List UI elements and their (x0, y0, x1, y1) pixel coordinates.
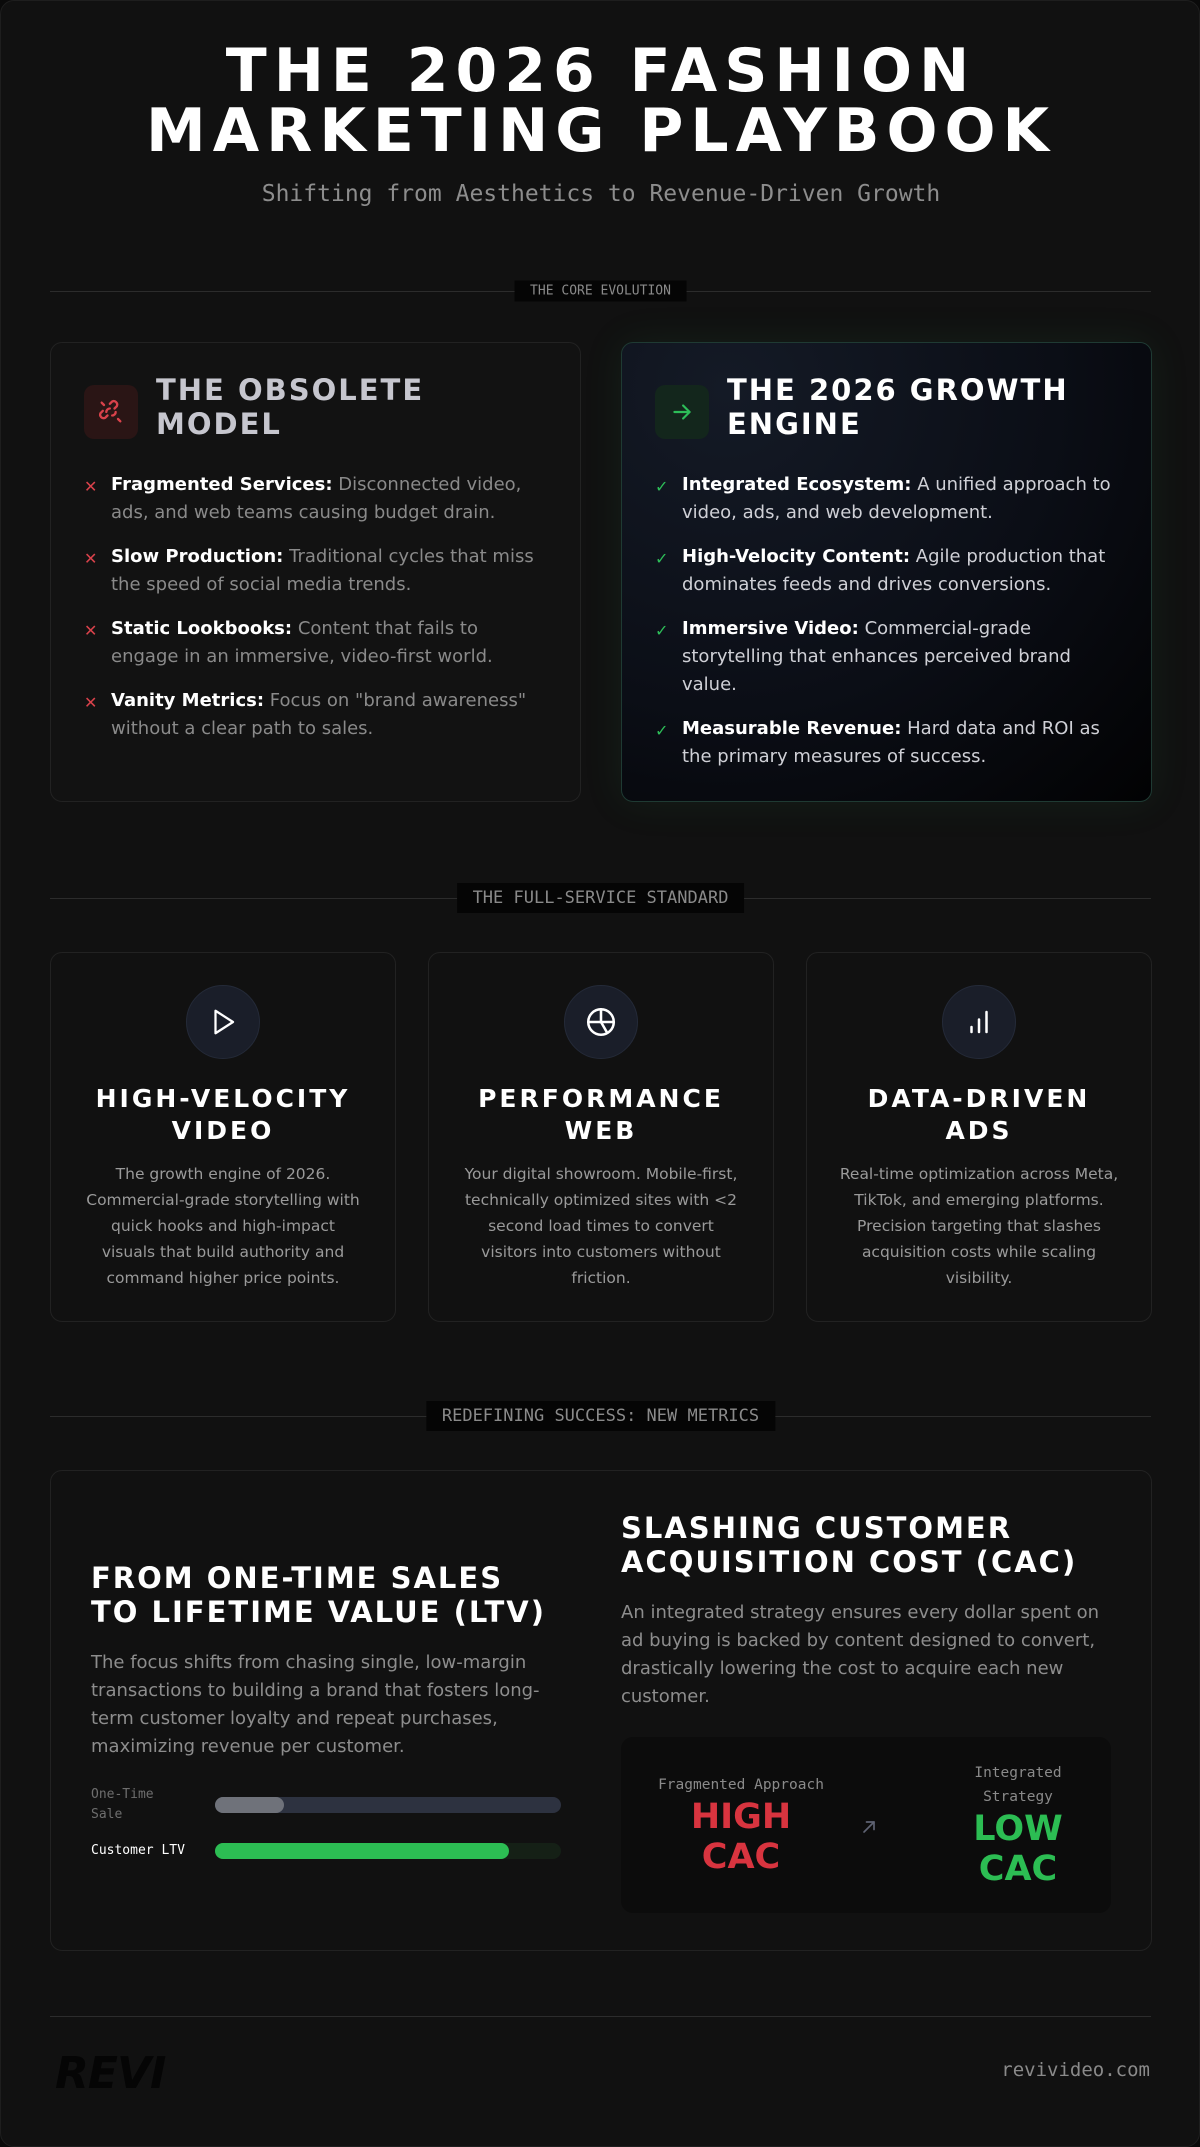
metrics-card (50, 1470, 1152, 1951)
cac-comparison (621, 1737, 1111, 1913)
logo-graphic (55, 2055, 230, 2091)
cac-left-value: HIGH CAC (690, 1797, 792, 1877)
cac-fragmented (641, 1737, 841, 1913)
item-text: Hard data and ROI as the primary measures of success. (682, 718, 1100, 767)
x-icon: ✕ (84, 549, 98, 568)
bar-fill-one-time (215, 1797, 284, 1813)
x-icon: ✕ (84, 621, 98, 640)
ltv-bars (91, 1785, 561, 1861)
service-text: Real-time optimization across Meta, TikTok, and emerging platforms. Precision targeting that slashes acquisition costs while scaling visibility. (839, 1165, 1119, 1287)
item-text: Commercial-grade storytelling that enhances perceived brand value. (682, 618, 1071, 695)
x-icon: ✕ (84, 477, 98, 496)
arrow-right-icon (655, 385, 709, 439)
list-item (84, 615, 550, 671)
cac-right-value: LOW CAC (973, 1809, 1063, 1889)
item-label: Measurable Revenue: (682, 718, 902, 739)
site-url[interactable]: revivideo.com (1001, 2059, 1150, 2081)
list-item (84, 687, 550, 743)
cac-right-label: Integrated Strategy (974, 1765, 1062, 1805)
item-label: Integrated Ecosystem: (682, 474, 912, 495)
check-icon: ✓ (655, 721, 669, 740)
section-divider-core-evolution (50, 283, 1151, 299)
service-card-video (50, 952, 396, 1322)
bar-chart-icon (942, 985, 1016, 1059)
hero-header (1, 36, 1200, 207)
section-label: REDEFINING SUCCESS: NEW METRICS (426, 1401, 775, 1431)
check-icon: ✓ (655, 549, 669, 568)
revi-logo (55, 2055, 230, 2095)
card-header (84, 373, 550, 441)
broken-link-icon (84, 385, 138, 439)
ltv-section (91, 1561, 561, 1877)
list-item (655, 715, 1121, 771)
service-title: PERFORMANCE WEB (478, 1084, 724, 1145)
ltv-body: The focus shifts from chasing single, low-margin transactions to building a brand that fosters long-term customer loyalty and repeat purchases, maximizing revenue per customer. (91, 1652, 540, 1757)
obsolete-title: THE OBSOLETE MODEL (156, 373, 425, 441)
page-subtitle: Shifting from Aesthetics to Revenue-Driven Growth (261, 181, 941, 207)
item-text: Traditional cycles that miss the speed of social media trends. (111, 546, 534, 595)
section-label: THE CORE EVOLUTION (514, 281, 687, 302)
play-icon (186, 985, 260, 1059)
service-card-web (428, 952, 774, 1322)
section-label: THE FULL-SERVICE STANDARD (457, 883, 745, 913)
page-title (1, 36, 1200, 166)
bar-label: One-Time Sale (91, 1787, 154, 1822)
ltv-title: FROM ONE-TIME SALES TO LIFETIME VALUE (LTV) (91, 1561, 546, 1629)
item-text: Focus on "brand awareness" without a clear path to sales. (111, 690, 527, 739)
obsolete-model-card (50, 342, 581, 802)
item-label: High-Velocity Content: (682, 546, 911, 567)
x-icon: ✕ (84, 693, 98, 712)
bar-row-ltv (91, 1841, 561, 1861)
logo-text: REVI (55, 2055, 166, 2091)
bar-label: Customer LTV (91, 1843, 185, 1858)
item-text: Content that fails to engage in an immersive, video-first world. (111, 618, 493, 667)
list-item (655, 471, 1121, 527)
cac-left-label: Fragmented Approach (658, 1777, 824, 1793)
cac-integrated (939, 1737, 1097, 1913)
obsolete-list (84, 471, 550, 759)
item-label: Vanity Metrics: (111, 690, 265, 711)
bar-track (215, 1843, 561, 1859)
item-label: Fragmented Services: (111, 474, 333, 495)
service-title: DATA-DRIVEN ADS (867, 1084, 1091, 1145)
item-text: Agile production that dominates feeds and drives conversions. (682, 546, 1106, 595)
arrow-up-right-icon (859, 1817, 879, 1841)
check-icon: ✓ (655, 477, 669, 496)
bar-track (215, 1797, 561, 1813)
service-card-ads (806, 952, 1152, 1322)
bar-row-one-time (91, 1785, 561, 1825)
service-title: HIGH-VELOCITY VIDEO (95, 1084, 351, 1145)
cac-body: An integrated strategy ensures every dollar spent on ad buying is backed by content designed to convert, drastically lowering the cost to acquire each new customer. (621, 1602, 1100, 1707)
page-title-text: THE 2026 FASHION MARKETING PLAYBOOK (145, 36, 1056, 166)
footer-divider (50, 2016, 1151, 2017)
pie-chart-icon (564, 985, 638, 1059)
growth-title: THE 2026 GROWTH ENGINE (727, 373, 1069, 441)
card-header (655, 373, 1121, 441)
item-label: Static Lookbooks: (111, 618, 293, 639)
service-text: The growth engine of 2026. Commercial-grade storytelling with quick hooks and high-impact visuals that build authority and command higher price points. (86, 1165, 360, 1287)
item-label: Immersive Video: (682, 618, 859, 639)
cac-title: SLASHING CUSTOMER ACQUISITION COST (CAC) (621, 1511, 1078, 1579)
list-item (84, 543, 550, 599)
growth-list (655, 471, 1121, 787)
item-text: Disconnected video, ads, and web teams causing budget drain. (111, 474, 522, 523)
bar-fill-ltv (215, 1843, 509, 1859)
item-text: A unified approach to video, ads, and web development. (682, 474, 1111, 523)
growth-engine-card (621, 342, 1152, 802)
list-item (655, 543, 1121, 599)
section-divider-new-metrics (50, 1406, 1151, 1426)
list-item (84, 471, 550, 527)
check-icon: ✓ (655, 621, 669, 640)
list-item (655, 615, 1121, 699)
section-divider-full-service (50, 888, 1151, 908)
service-text: Your digital showroom. Mobile-first, technically optimized sites with <2 second load times to convert visitors into customers without friction. (464, 1165, 738, 1287)
item-label: Slow Production: (111, 546, 284, 567)
cac-section (621, 1511, 1121, 1913)
